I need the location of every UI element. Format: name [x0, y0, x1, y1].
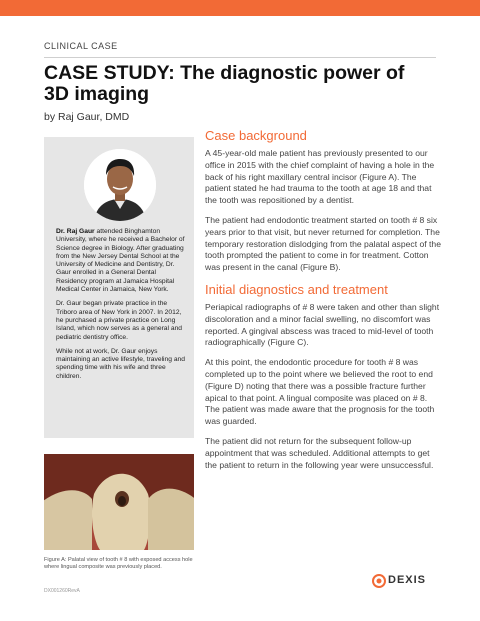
body-paragraph: The patient did not return for the subsequent follow-up appointment that was scheduled. Additional attempts to get the patient to return in the following year were unsuccessful. [205, 435, 434, 470]
main-column [205, 128, 441, 479]
body-paragraph: A 45-year-old male patient has previously presented to our office in 2015 with the chief complaint of having a hole in the back of his right maxillary central incisor (Figure A). The patient stated he had trauma to the tooth at age 18 and that the tooth was repositioned by a dentist. [205, 148, 435, 206]
figure-caption: Figure A: Palatal view of tooth # 8 with exposed access hole where lingual composite was previously placed. [44, 557, 193, 570]
body-paragraph: Periapical radiographs of # 8 were taken and other than slight discoloration and a minor facial swelling, no discomfort was reported. A gingival abscess was traced to mid-level of tooth radiographically (Figure C). [205, 301, 440, 348]
body-paragraph: The patient had endodontic treatment started on tooth # 8 six years prior to that visit, but never returned for completion. The temporary restoration dislodging from the palatal aspect of the tooth prompted the patient to come in for treatment. Cotton was present in the canal (Figure B). [205, 214, 441, 273]
author-name: Dr. Raj Gaur [56, 228, 95, 235]
bio-paragraph: Dr. Gaur began private practice in the Triboro area of New York in 2007. In 2012, he purchased a private practice on Long Island, which now serves as a general and pediatric dentistry office. [56, 300, 183, 341]
author-bio [56, 228, 186, 387]
section-heading: Case background [205, 128, 307, 143]
bio-paragraph: Dr. Raj Gaur attended Binghamton University, where he received a Bachelor of Science degree in Biology. After graduating from the New Jersey Dental School at the University of Medicine and Dentistry, Dr. Gaur enrolled in a General Dental Residency program at Jamaica Hospital Medical Center in Jamaica, New York. [56, 228, 185, 294]
article-title: CASE STUDY: The diagnostic power of 3D imaging [44, 62, 405, 105]
byline: by Raj Gaur, DMD [44, 111, 130, 123]
figure-a-image [44, 454, 194, 550]
divider [44, 57, 436, 58]
document-id: DX001260RevA [44, 588, 80, 594]
brand-name: DEXIS [388, 574, 427, 586]
bio-paragraph: While not at work, Dr. Gaur enjoys maintaining an active lifestyle, traveling and spending time with his wife and three children. [56, 347, 185, 380]
logo-mark-icon [372, 574, 386, 588]
top-accent-bar [0, 0, 480, 16]
body-paragraph: At this point, the endodontic procedure for tooth # 8 was completed up to the point where we believed the root to end (Figure D) noting that there was a possible fracture further apical to that point. A lingual composite was placed on # 8. The patient was made aware that the prognosis for the tooth was guarded. [205, 357, 435, 427]
section-heading: Initial diagnostics and treatment [205, 281, 388, 297]
author-portrait [84, 149, 156, 221]
section-eyebrow: CLINICAL CASE [44, 41, 118, 51]
